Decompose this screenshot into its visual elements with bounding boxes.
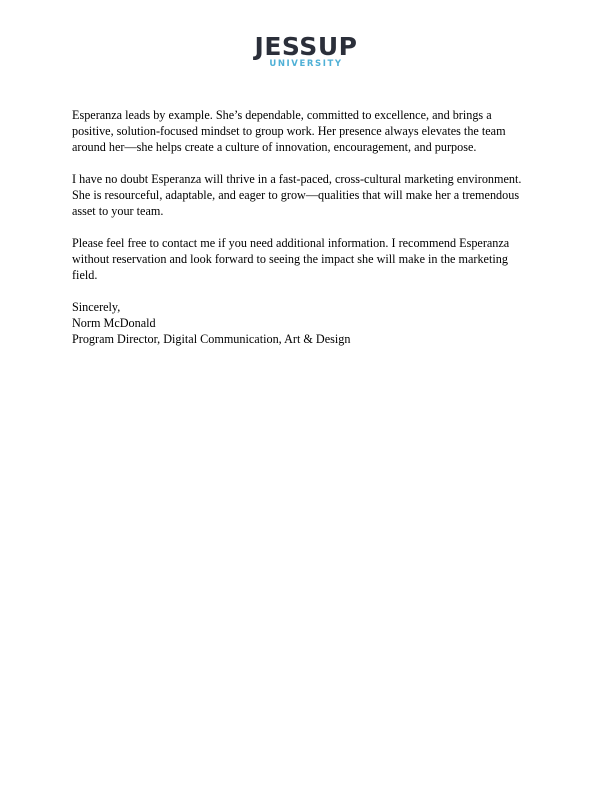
logo-name: JESSUP — [254, 32, 358, 61]
paragraph-3: Please feel free to contact me if you need additional information. I recommend Esperanza without reservation and look forward to seeing the impact she will make in the marketing field. — [72, 236, 510, 282]
paragraph-2: I have no doubt Esperanza will thrive in a fast-paced, cross-cultural marketing environment. She is resourceful, adaptable, and eager to grow—qualities that will make her a tremendous asset to your team. — [72, 172, 522, 218]
signer-name: Norm McDonald — [72, 316, 156, 330]
closing: Sincerely, — [72, 300, 121, 314]
paragraph-1: Esperanza leads by example. She’s dependable, committed to excellence, and brings a positive, solution-focused mindset to group work. Her presence always elevates the team around her—she helps create a culture of innovation, encouragement, and purpose. — [72, 108, 506, 154]
letter-body — [72, 107, 542, 347]
signer-title: Program Director, Digital Communication, Art & Design — [72, 332, 351, 346]
university-logo — [0, 34, 612, 69]
signature-block — [72, 299, 542, 347]
logo-subtitle: UNIVERSITY — [269, 59, 343, 69]
